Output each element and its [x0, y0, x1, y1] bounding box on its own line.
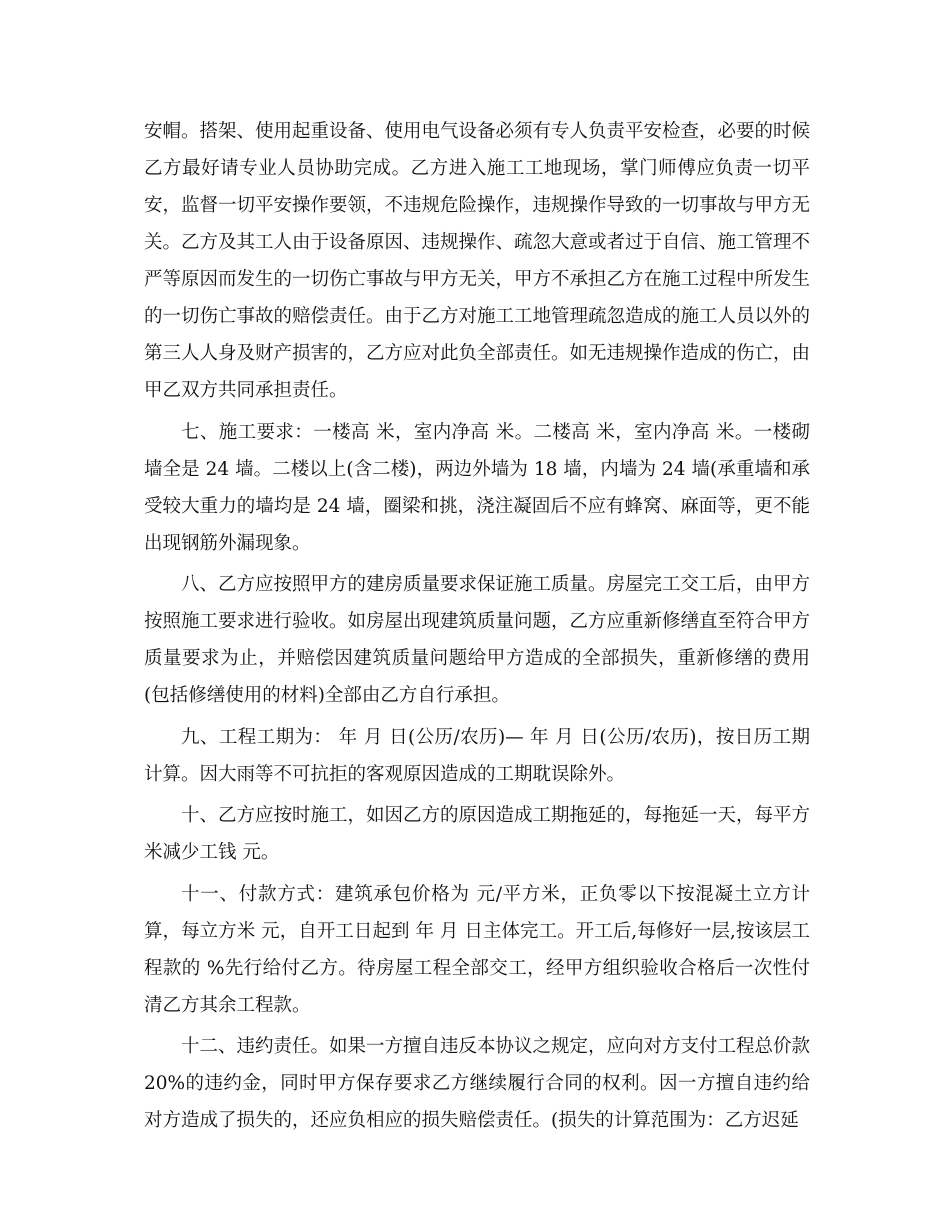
paragraph-clause-12: 十二、违约责任。如果一方擅自违反本协议之规定，应向对方支付工程总价款 20%的违约金，同时甲方保存要求乙方继续履行合同的权利。因一方擅自违约给对方造成了损失的，还应负相应的损失赔偿责任。(损失的计算范围为：乙方迟延: [144, 1036, 811, 1131]
paragraph-clause-9: 九、工程工期为： 年 月 日(公历/农历)— 年 月 日(公历/农历)，按日历工期计算。因大雨等不可抗拒的客观原因造成的工期耽误除外。: [144, 726, 810, 785]
document-body: [144, 113, 810, 1144]
paragraph-safety-continued: 安帽。搭架、使用起重设备、使用电气设备必须有专人负责平安检查，必要的时候乙方最好请专业人员协助完成。乙方进入施工工地现场，掌门师傅应负责一切平安，监督一切平安操作要领，不违规危险操作，违规操作导致的一切事故与甲方无关。乙方及其工人由于设备原因、违规操作、疏忽大意或者过于自信、施工管理不严等原因而发生的一切伤亡事故与甲方无关，甲方不承担乙方在施工过程中所发生的一切伤亡事故的赔偿责任。由于乙方对施工工地管理疏忽造成的施工人员以外的第三人人身及财产损害的，乙方应对此负全部责任。如无违规操作造成的伤亡，由甲乙双方共同承担责任。: [144, 121, 811, 401]
paragraph-clause-8: 八、乙方应按照甲方的建房质量要求保证施工质量。房屋完工交工后，由甲方按照施工要求进行验收。如房屋出现建筑质量问题，乙方应重新修缮直至符合甲方质量要求为止，并赔偿因建筑质量问题给甲方造成的全部损失，重新修缮的费用(包括修缮使用的材料)全部由乙方自行承担。: [144, 574, 811, 706]
paragraph-clause-7: 七、施工要求：一楼高 米，室内净高 米。二楼高 米，室内净高 米。一楼砌墙全是 24 墙。二楼以上(含二楼)，两边外墙为 18 墙，内墙为 24 墙(承重墙和承受较大重力的墙均是 24 墙，圈梁和挑，浇注凝固后不应有蜂窝、麻面等，更不能出现钢筋外漏现象。: [144, 421, 810, 554]
paragraph-clause-10: 十、乙方应按时施工，如因乙方的原因造成工期拖延的，每拖延一天，每平方米减少工钱 元。: [144, 805, 811, 863]
paragraph-clause-11: 十一、付款方式：建筑承包价格为 元/平方米，正负零以下按混凝土立方计算，每立方米 元，自开工日起到 年 月 日主体完工。开工后,每修好一层,按该层工程款的 %先行给付乙方。待房屋工程全部交工，经甲方组织验收合格后一次性付清乙方其余工程款。: [144, 883, 810, 1016]
